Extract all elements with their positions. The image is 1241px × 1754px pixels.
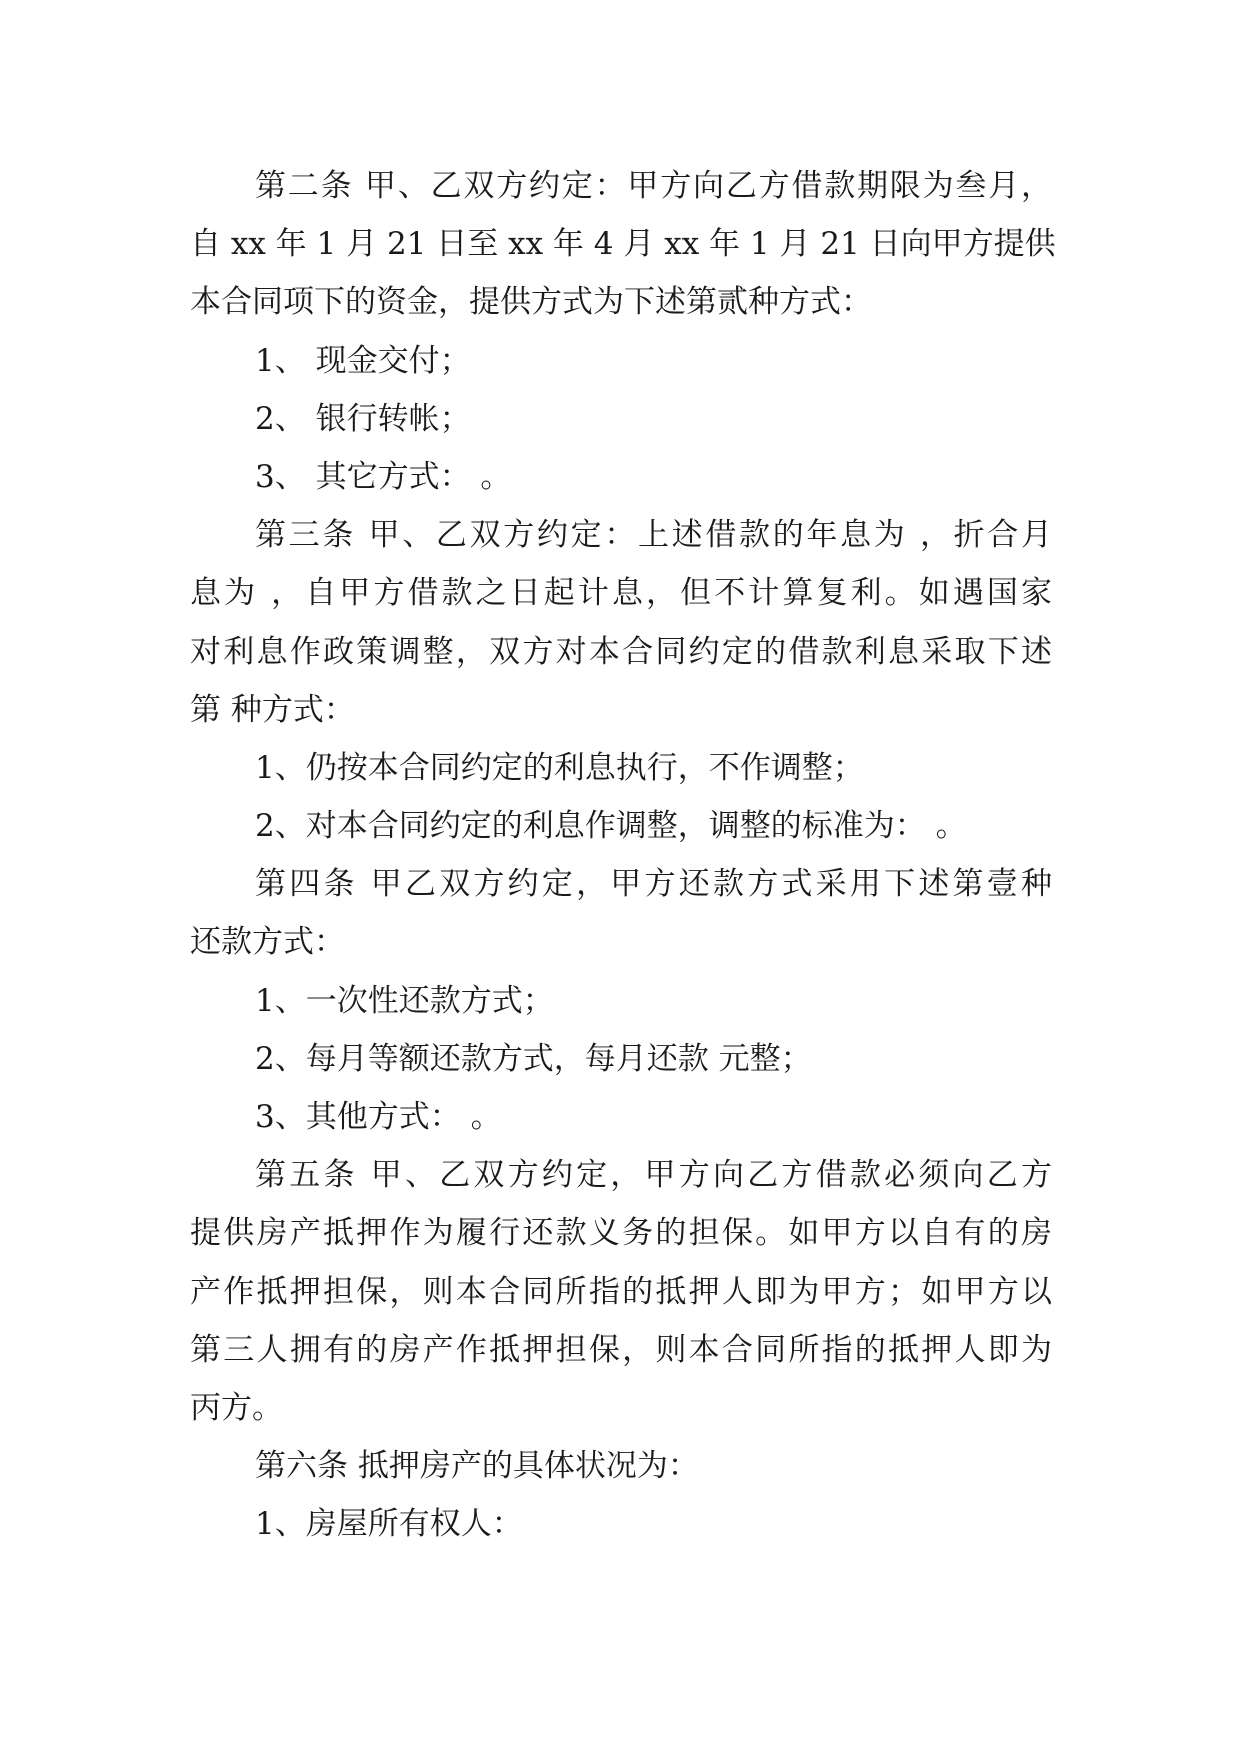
- repayment-option-3: 3、其他方式： 。: [255, 1099, 502, 1135]
- payment-option-1: 1、 现金交付；: [255, 342, 471, 379]
- article-4-line-2: 还款方式：: [190, 924, 345, 961]
- article-3-line-4: 第 种方式：: [190, 691, 355, 728]
- article-5-line-4: 第三人拥有的房产作抵押担保，则本合同所指的抵押人即为: [190, 1331, 1052, 1368]
- article-2-line-1: 第二条 甲、乙双方约定：甲方向乙方借款期限为叁月，: [255, 168, 1052, 204]
- property-owner-line: 1、房屋所有权人：: [255, 1506, 523, 1543]
- article-3-line-1: 第三条 甲、乙双方约定：上述借款的年息为 ，折合月: [255, 517, 1052, 554]
- article-5-line-5: 丙方。: [190, 1389, 283, 1426]
- repayment-option-1: 1、一次性还款方式；: [255, 982, 554, 1019]
- article-5-line-3: 产作抵押担保，则本合同所指的抵押人即为甲方；如甲方以: [190, 1273, 1052, 1310]
- article-5-line-1: 第五条 甲、乙双方约定，甲方向乙方借款必须向乙方: [255, 1157, 1052, 1194]
- article-5-line-2: 提供房产抵押作为履行还款义务的担保。如甲方以自有的房: [190, 1215, 1052, 1252]
- article-3-line-2: 息为 ，自甲方借款之日起计息，但不计算复利。如遇国家: [190, 575, 1052, 612]
- article-4-line-1: 第四条 甲乙双方约定，甲方还款方式采用下述第壹种: [255, 866, 1052, 903]
- interest-option-1: 1、仍按本合同约定的利息执行，不作调整；: [255, 749, 864, 786]
- payment-option-3: 3、 其它方式： 。: [255, 458, 512, 495]
- article-3-line-3: 对利息作政策调整，双方对本合同约定的借款利息采取下述: [190, 633, 1052, 670]
- payment-option-2: 2、 银行转帐；: [255, 400, 471, 437]
- article-2-line-3: 本合同项下的资金，提供方式为下述第贰种方式：: [190, 284, 872, 321]
- article-6-line-1: 第六条 抵押房产的具体状况为：: [255, 1448, 699, 1485]
- repayment-option-2: 2、每月等额还款方式，每月还款 元整；: [255, 1040, 812, 1077]
- article-2-line-2: 自 xx 年 1 月 21 日至 xx 年 4 月 xx 年 1 月 21 日向甲方提供: [190, 226, 1056, 263]
- interest-option-2: 2、对本合同约定的利息作调整，调整的标准为： 。: [255, 808, 967, 845]
- document-body: [190, 157, 1056, 1554]
